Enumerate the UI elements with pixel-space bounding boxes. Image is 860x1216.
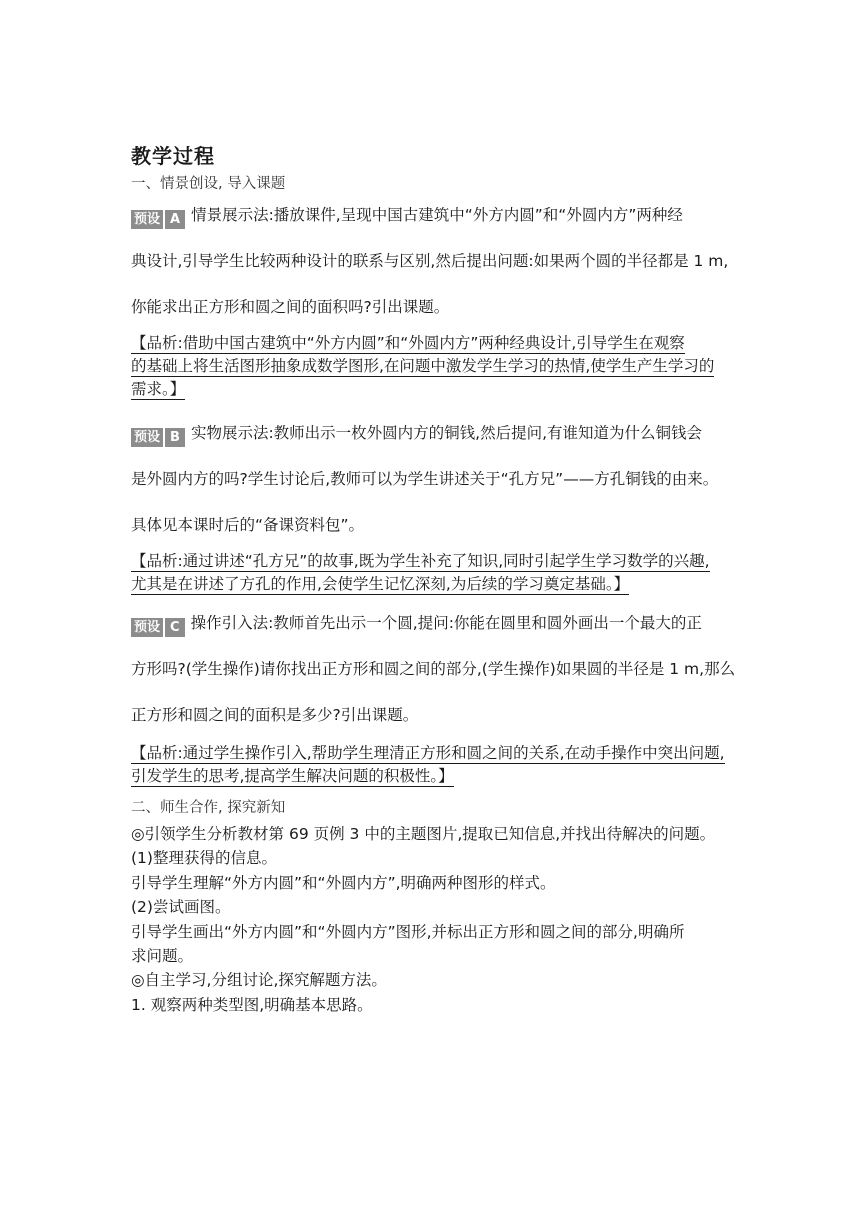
preset-c-badge: 预设 C [131, 618, 185, 637]
analysis-note-a-line-3: 需求。】 [131, 380, 186, 398]
preset-c-line-2: 方形吗?(学生操作)请你找出正方形和圆之间的部分,(学生操作)如果圆的半径是 1 m,那么 [131, 660, 736, 678]
preset-a-paragraph [131, 205, 731, 317]
body-line: 引导学生画出“外方内圆”和“外圆内方”图形,并标出正方形和圆之间的部分,明确所 [131, 922, 685, 941]
section-heading-2: 二、师生合作, 探究新知 [131, 800, 286, 816]
preset-b-paragraph [131, 423, 731, 535]
section-heading-1: 一、情景创设, 导入课题 [131, 176, 286, 192]
analysis-note-c [131, 742, 731, 788]
body-line: (2)尝试画图。 [131, 898, 231, 917]
body-line: 求问题。 [131, 947, 194, 966]
preset-b-line-1: 预设 B 实物展示法:教师出示一枚外圆内方的铜钱,然后提问,有谁知道为什么铜钱会 [131, 423, 731, 443]
body-line: (1)整理获得的信息。 [131, 849, 277, 868]
body-line: 1. 观察两种类型图,明确基本思路。 [131, 995, 373, 1014]
analysis-note-a-line-2: 的基础上将生活图形抽象成数学图形,在问题中激发学生学习的热情,使学生产生学习的 [131, 357, 715, 375]
analysis-note-b-line-2: 尤其是在讲述了方孔的作用,会使学生记忆深刻,为后续的学习奠定基础。】 [131, 575, 630, 593]
body-line: ◎引领学生分析教材第 69 页例 3 中的主题图片,提取已知信息,并找出待解决的问题。 [131, 825, 716, 843]
analysis-note-b-line-1: 【品析:通过讲述“孔方兄”的故事,既为学生补充了知识,同时引起学生学习数学的兴趣, [131, 552, 710, 570]
analysis-note-a-line-1: 【品析:借助中国古建筑中“外方内圆”和“外圆内方”两种经典设计,引导学生在观察 [131, 334, 685, 352]
analysis-note-c-line-2: 引发学生的思考,提高学生解决问题的积极性。】 [131, 767, 454, 785]
preset-c-paragraph [131, 613, 736, 725]
preset-a-line-1: 预设 A 情景展示法:播放课件,呈现中国古建筑中“外方内圆”和“外圆内方”两种经 [131, 205, 731, 225]
analysis-note-a [131, 332, 731, 401]
analysis-note-c-line-1: 【品析:通过学生操作引入,帮助学生理清正方形和圆之间的关系,在动手操作中突出问题, [131, 744, 725, 762]
preset-c-line-3: 正方形和圆之间的面积是多少?引出课题。 [131, 706, 419, 724]
preset-a-line-3: 你能求出正方形和圆之间的面积吗?引出课题。 [131, 298, 450, 316]
body-line: ◎自主学习,分组讨论,探究解题方法。 [131, 971, 387, 990]
preset-a-line-2: 典设计,引导学生比较两种设计的联系与区别,然后提出问题:如果两个圆的半径都是 1 m, [131, 252, 729, 270]
analysis-note-b [131, 550, 731, 596]
preset-b-badge: 预设 B [131, 428, 185, 447]
body-text [131, 822, 731, 1017]
page-title: 教学过程 [131, 144, 215, 168]
preset-b-line-3: 具体见本课时后的“备课资料包”。 [131, 516, 365, 534]
preset-b-line-2: 是外圆内方的吗?学生讨论后,教师可以为学生讲述关于“孔方兄”——方孔铜钱的由来。 [131, 470, 719, 488]
preset-a-badge: 预设 A [131, 210, 185, 229]
body-line: 引导学生理解“外方内圆”和“外圆内方”,明确两种图形的样式。 [131, 873, 556, 892]
preset-c-line-1: 预设 C 操作引入法:教师首先出示一个圆,提问:你能在圆里和圆外画出一个最大的正 [131, 613, 731, 633]
